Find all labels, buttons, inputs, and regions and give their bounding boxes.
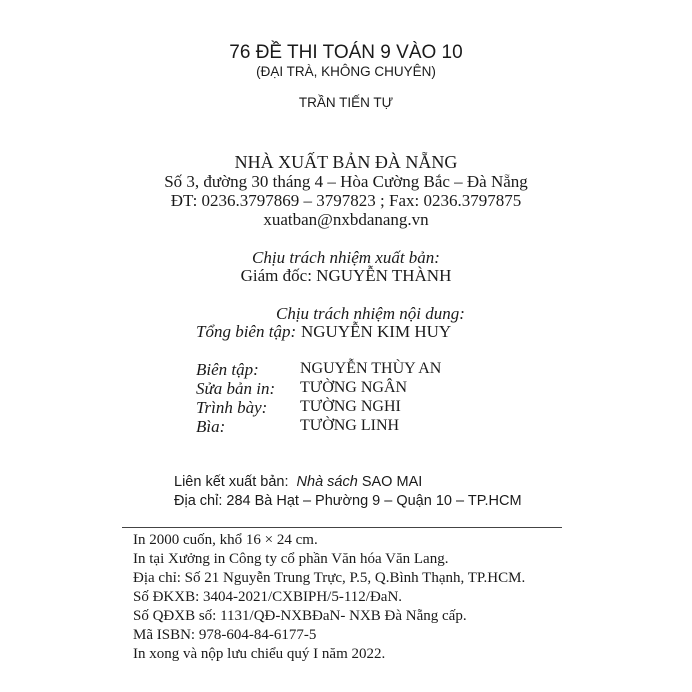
credit-name: NGUYỄN THÙY AN (300, 360, 442, 377)
imprint-line: Số QĐXB số: 1131/QĐ-NXBĐaN- NXB Đà Nẵng cấp. (133, 608, 467, 624)
imprint-line: Mã ISBN: 978-604-84-6177-5 (133, 627, 317, 643)
partner-label: Liên kết xuất bản: (174, 474, 289, 490)
director: Giám đốc: NGUYỄN THÀNH (240, 266, 452, 285)
credit-name: TƯỜNG LINH (300, 417, 400, 434)
imprint-line: In 2000 cuốn, khổ 16 × 24 cm. (133, 532, 318, 548)
book-title: 76 ĐỀ THI TOÁN 9 VÀO 10 (229, 42, 463, 63)
credit-role: Biên tập: (196, 360, 259, 379)
publisher-email: xuatban@nxbdanang.vn (263, 210, 429, 229)
imprint-line: In tại Xưởng in Công ty cổ phần Văn hóa Văn Lang. (133, 551, 449, 567)
credit-role: Trình bày: (196, 398, 268, 417)
content-responsibility-heading: Chịu trách nhiệm nội dung: (276, 304, 465, 323)
imprint-line: Số ĐKXB: 3404-2021/CXBIPH/5-112/ĐaN. (133, 589, 403, 605)
imprint-line: Địa chỉ: Số 21 Nguyễn Trung Trực, P.5, Q.Bình Thạnh, TP.HCM. (133, 570, 526, 586)
editor-in-chief-label: Tổng biên tập: (196, 322, 297, 341)
publishing-responsibility-heading: Chịu trách nhiệm xuất bản: (252, 248, 440, 267)
author: TRẦN TIẾN TỰ (298, 95, 394, 110)
credit-role: Bìa: (196, 417, 226, 436)
credit-role: Sửa bản in: (196, 379, 276, 398)
publisher-phone: ĐT: 0236.3797869 – 3797823 ; Fax: 0236.3797875 (170, 191, 522, 210)
credit-name: TƯỜNG NGHI (300, 398, 401, 415)
publisher-name: NHÀ XUẤT BẢN ĐÀ NẴNG (234, 152, 458, 172)
partner-address: Địa chỉ: 284 Bà Hạt – Phường 9 – Quận 10 – TP.HCM (174, 493, 522, 509)
partner-line (174, 475, 422, 490)
book-subtitle: (ĐẠI TRÀ, KHÔNG CHUYÊN) (256, 64, 436, 79)
editor-in-chief-name: NGUYỄN KIM HUY (301, 322, 452, 341)
divider (122, 527, 562, 528)
partner-name: SAO MAI (361, 474, 423, 490)
imprint-line: In xong và nộp lưu chiểu quý I năm 2022. (133, 646, 386, 662)
credit-name: TƯỜNG NGÂN (300, 379, 408, 396)
publisher-address: Số 3, đường 30 tháng 4 – Hòa Cường Bắc – Đà Nẵng (164, 172, 528, 191)
partner-prefix: Nhà sách (296, 474, 358, 490)
